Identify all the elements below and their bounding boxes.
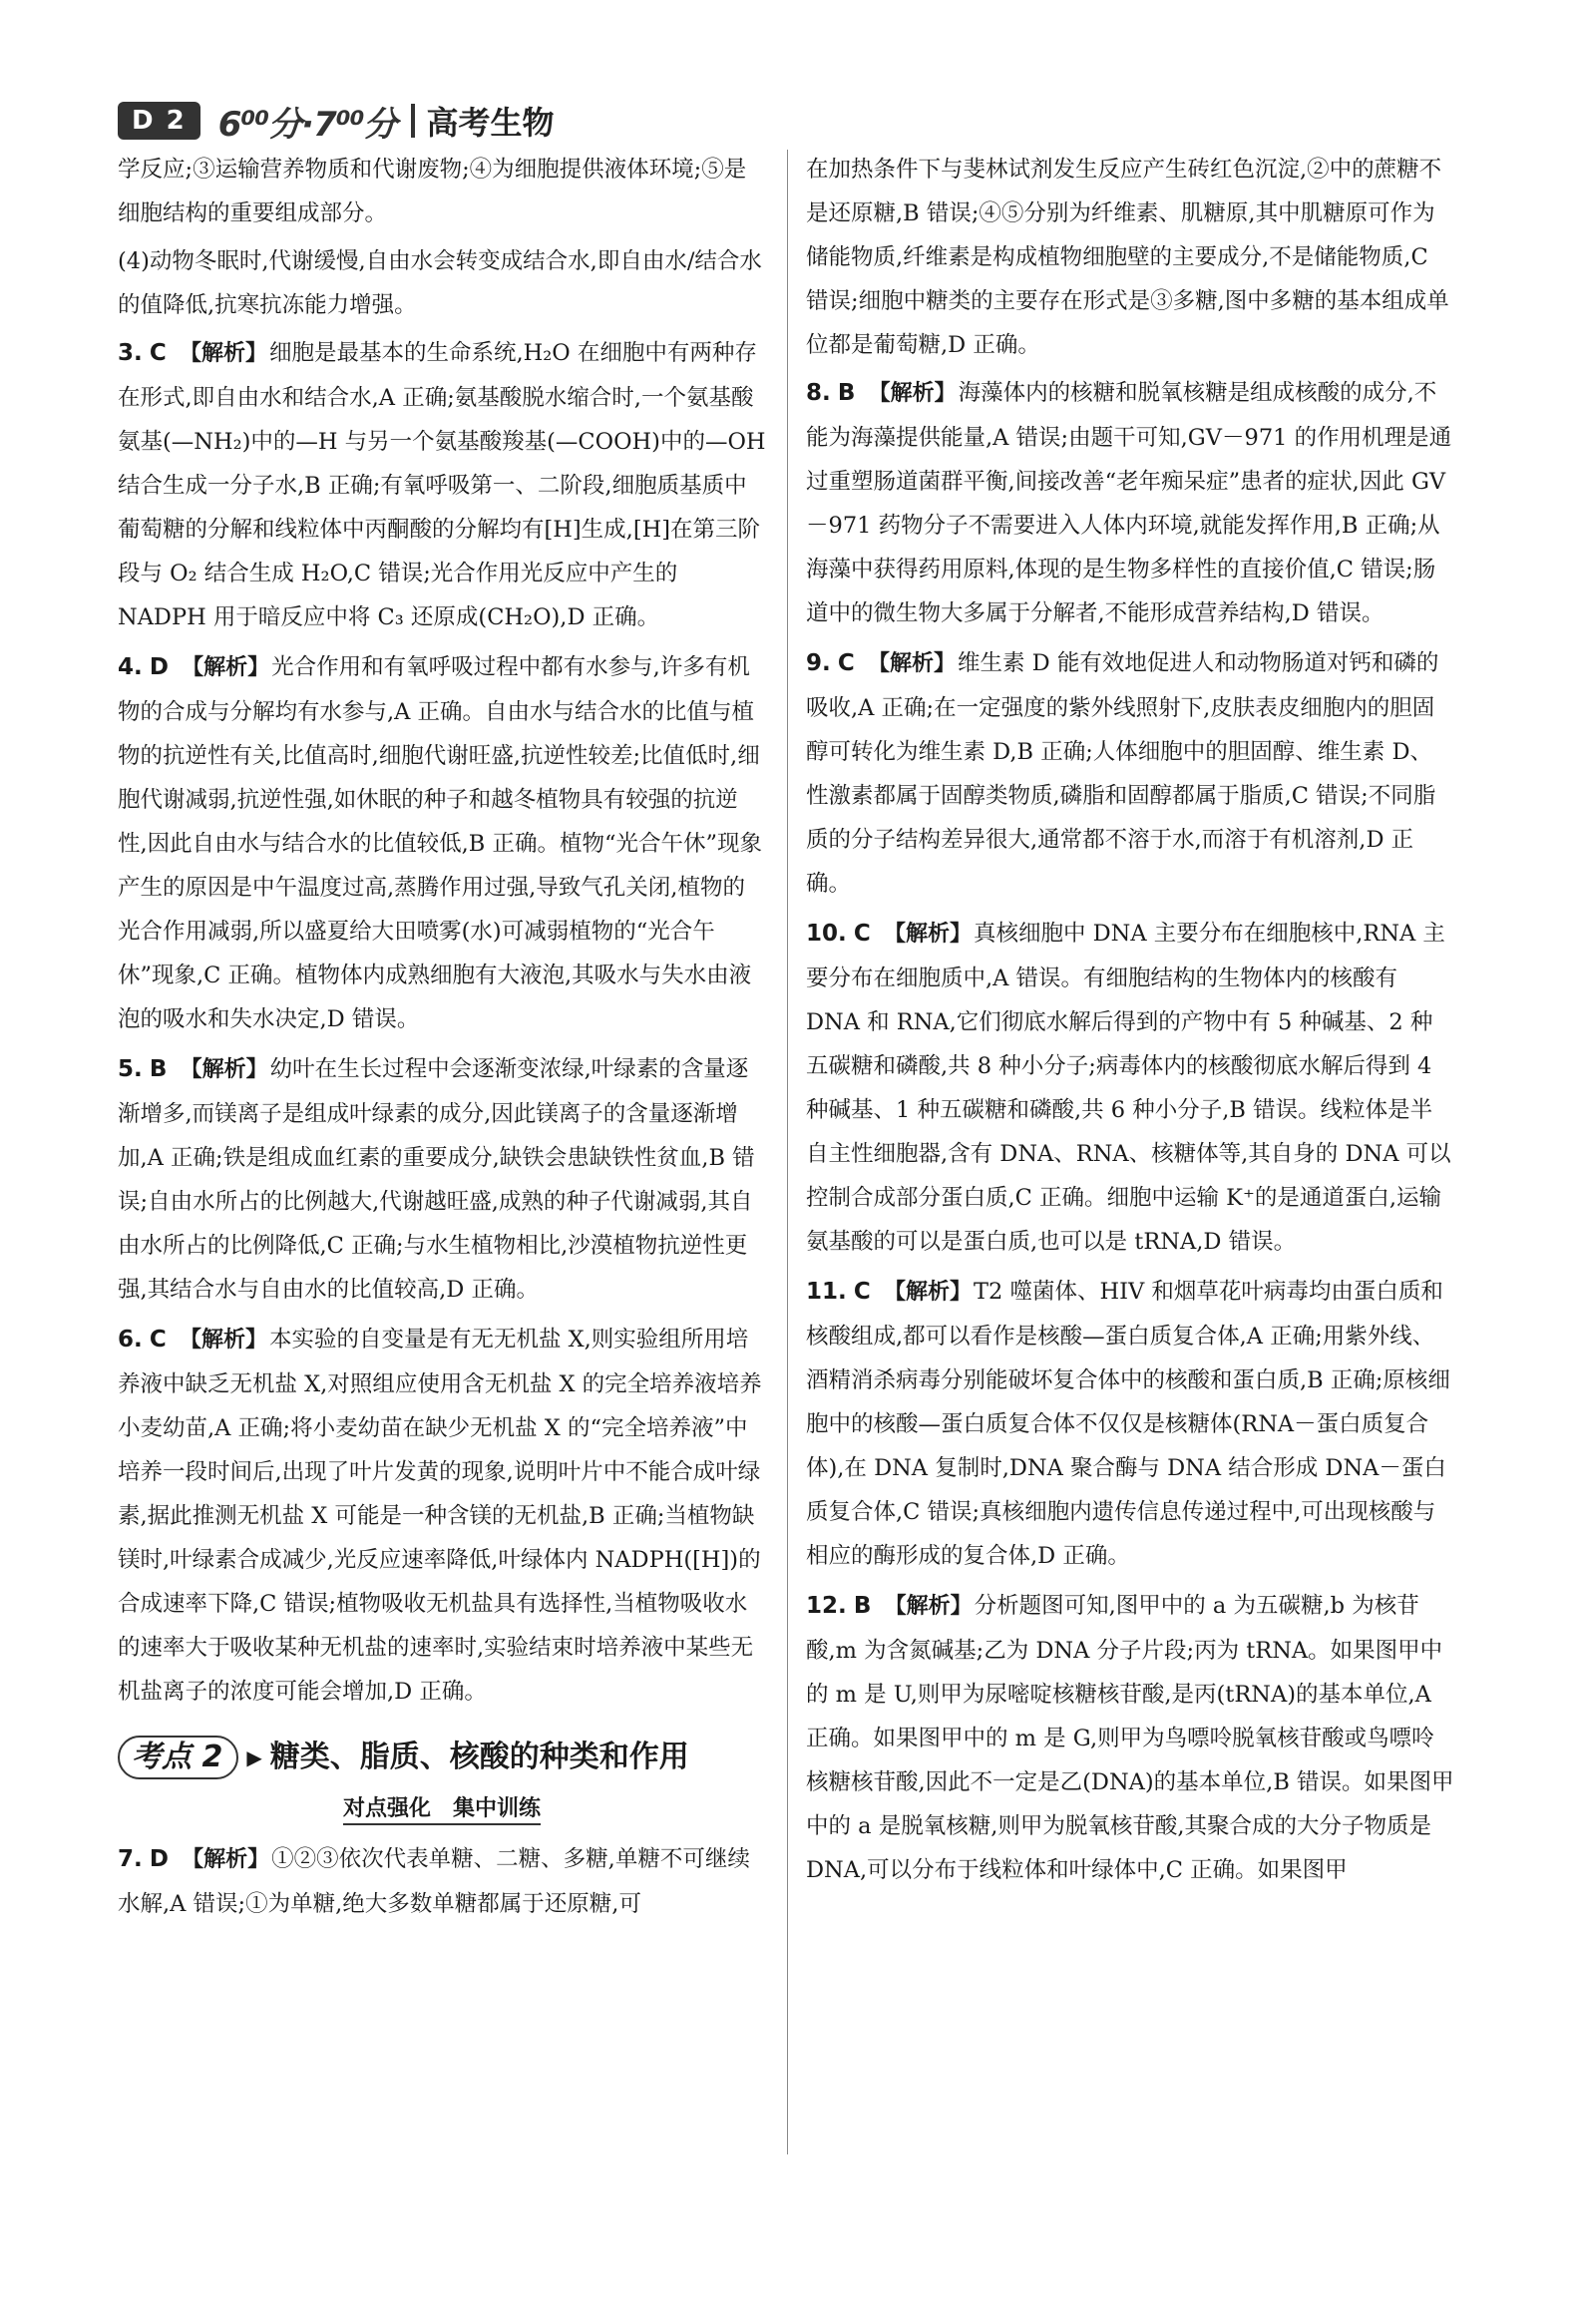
- page-badge: D 2: [118, 102, 200, 140]
- page-header: [118, 98, 816, 144]
- intro-paragraph-2: (4)动物冬眠时,代谢缓慢,自由水会转变成结合水,即自由水/结合水的值降低,抗寒抗冻能力增强。: [118, 248, 762, 318]
- series-logo: 6⁰⁰分·7⁰⁰分: [217, 104, 397, 145]
- answer-item-8: [806, 371, 1454, 635]
- item-text: 细胞是最基本的生命系统,H₂O 在细胞中有两种存在形式,即自由水和结合水,A 正确;氨基酸脱水缩合时,一个氨基酸氨基(—NH₂)中的—H 与另一个氨基酸羧基(—COOH)中的—OH 结合生成一分子水,B 正确;有氧呼吸第一、二阶段,细胞质基质中葡萄糖的分解和线粒体中丙酮酸的分解均有[H]生成,[H]在第三阶段与 O₂ 结合生成 H₂O,C 错误;光合作用光反应中产生的 NADPH 用于暗反应中将 C₃ 还原成(CH₂O),D 正确。: [118, 340, 766, 630]
- item-number: 12.: [806, 1593, 847, 1619]
- item-number: 7.: [118, 1846, 143, 1872]
- subheading: [118, 1787, 766, 1831]
- item-tag: 【解析】: [180, 1057, 268, 1082]
- intro-paragraph-1: 学反应;③运输营养物质和代谢废物;④为细胞提供液体环境;⑤是细胞结构的重要组成部分。: [118, 157, 747, 226]
- section-title: 糖类、脂质、核酸的种类和作用: [269, 1740, 689, 1774]
- answer-item-12: [806, 1584, 1454, 1892]
- item-answer: C: [149, 1327, 167, 1353]
- item-tag: 【解析】: [179, 1328, 267, 1353]
- answer-item-10: [806, 912, 1454, 1264]
- book-title: 高考生物: [426, 104, 555, 142]
- item-answer: D: [149, 1846, 169, 1872]
- item-number: 10.: [806, 921, 847, 947]
- item-tag: 【解析】: [867, 651, 956, 676]
- item-tag: 【解析】: [182, 1847, 270, 1872]
- item-number: 5.: [118, 1056, 143, 1082]
- item-text: 海藻体内的核糖和脱氧核糖是组成核酸的成分,不能为海藻提供能量,A 错误;由题干可知,GV－971 的作用机理是通过重塑肠道菌群平衡,间接改善“老年痴呆症”患者的症状,因此 GV－971 药物分子不需要进入人体内环境,就能发挥作用,B 正确;从海藻中获得药用原料,体现的是生物多样性的直接价值,C 错误;肠道中的微生物大多属于分解者,不能形成营养结构,D 错误。: [806, 380, 1452, 626]
- answer-item-5: [118, 1047, 766, 1312]
- item-number: 9.: [806, 650, 831, 676]
- column-divider: [787, 150, 788, 2154]
- item-text: 维生素 D 能有效地促进人和动物肠道对钙和磷的吸收,A 正确;在一定强度的紫外线照射下,皮肤表皮细胞内的胆固醇可转化为维生素 D,B 正确;人体细胞中的胆固醇、维生素 D、性激素都属于固醇类物质,磷脂和固醇都属于脂质,C 错误;不同脂质的分子结构差异很大,通常都不溶于水,而溶于有机溶剂,D 正确。: [806, 650, 1439, 897]
- header-divider: [411, 104, 415, 138]
- item-answer: C: [853, 1279, 871, 1305]
- item-number: 4.: [118, 654, 143, 680]
- item-text: 本实验的自变量是有无无机盐 X,则实验组所用培养液中缺乏无机盐 X,对照组应使用含无机盐 X 的完全培养液培养小麦幼苗,A 正确;将小麦幼苗在缺少无机盐 X 的“完全培养液”中培养一段时间后,出现了叶片发黄的现象,说明叶片中不能合成叶绿素,据此推测无机盐 X 可能是一种含镁的无机盐,B 正确;当植物缺镁时,叶绿素合成减少,光反应速率降低,叶绿体内 NADPH([H])的合成速率下降,C 错误;植物吸收无机盐具有选择性,当植物吸收水的速率大于吸收某种无机盐的速率时,实验结束时培养液中某些无机盐离子的浓度可能会增加,D 正确。: [118, 1327, 762, 1705]
- item-answer: D: [149, 654, 169, 680]
- item-text: 光合作用和有氧呼吸过程中都有水参与,许多有机物的合成与分解均有水参与,A 正确。自由水与结合水的比值与植物的抗逆性有关,比值高时,细胞代谢旺盛,抗逆性较差;比值低时,细胞代谢减弱,抗逆性强,如休眠的种子和越冬植物具有较强的抗逆性,因此自由水与结合水的比值较低,B 正确。植物“光合午休”现象产生的原因是中午温度过高,蒸腾作用过强,导致气孔关闭,植物的光合作用减弱,所以盛夏给大田喷雾(水)可减弱植物的“光合午休”现象,C 正确。植物体内成熟细胞有大液泡,其吸水与失水由液泡的吸水和失水决定,D 错误。: [118, 654, 762, 1032]
- subheading-text: 对点强化 集中训练: [343, 1796, 541, 1825]
- item-number: 8.: [806, 380, 831, 406]
- answer-item-11: [806, 1270, 1454, 1578]
- answer-item-3: [118, 331, 766, 639]
- item-number: 11.: [806, 1279, 847, 1305]
- item-text: 分析题图可知,图甲中的 a 为五碳糖,b 为核苷酸,m 为含氮碱基;乙为 DNA 分子片段;丙为 tRNA。如果图甲中的 m 是 U,则甲为尿嘧啶核糖核苷酸,是丙(tRNA)的基本单位,A 正确。如果图甲中的 m 是 G,则甲为鸟嘌呤脱氧核苷酸或鸟嘌呤核糖核苷酸,因此不一定是乙(DNA)的基本单位,B 错误。如果图甲中的 a 是脱氧核糖,则甲为脱氧核苷酸,其聚合成的大分子物质是 DNA,可以分布于线粒体和叶绿体中,C 正确。如果图甲: [806, 1593, 1454, 1883]
- item-answer: C: [149, 340, 167, 366]
- answer-item-9: [806, 641, 1454, 906]
- continued-paragraph: 在加热条件下与斐林试剂发生反应产生砖红色沉淀,②中的蔗糖不是还原糖,B 错误;④⑤分别为纤维素、肌糖原,其中肌糖原可作为储能物质,纤维素是构成植物细胞壁的主要成分,不是储能物质,C 错误;细胞中糖类的主要存在形式是③多糖,图中多糖的基本组成单位都是葡萄糖,D 正确。: [806, 157, 1449, 358]
- play-arrow-icon: ▶: [246, 1745, 262, 1769]
- section-label: 考点 2: [118, 1736, 238, 1779]
- answer-item-6: [118, 1318, 766, 1714]
- item-answer: B: [853, 1593, 872, 1619]
- left-column: [118, 148, 766, 1932]
- section-heading: [118, 1736, 766, 1779]
- answer-item-4: [118, 645, 766, 1041]
- item-text: T2 噬菌体、HIV 和烟草花叶病毒均由蛋白质和核酸组成,都可以看作是核酸—蛋白质复合体,A 正确;用紫外线、酒精消杀病毒分别能破坏复合体中的核酸和蛋白质,B 正确;原核细胞中的核酸—蛋白质复合体不仅仅是核糖体(RNA－蛋白质复合体),在 DNA 复制时,DNA 聚合酶与 DNA 结合形成 DNA－蛋白质复合体,C 错误;真核细胞内遗传信息传递过程中,可出现核酸与相应的酶形成的复合体,D 正确。: [806, 1279, 1450, 1569]
- item-answer: C: [837, 650, 855, 676]
- item-tag: 【解析】: [868, 381, 957, 406]
- item-answer: C: [853, 921, 871, 947]
- item-tag: 【解析】: [179, 341, 267, 366]
- answer-item-7: [118, 1837, 766, 1926]
- item-answer: B: [149, 1056, 168, 1082]
- item-number: 6.: [118, 1327, 143, 1353]
- item-tag: 【解析】: [182, 655, 270, 680]
- item-text: ①②③依次代表单糖、二糖、多糖,单糖不可继续水解,A 错误;①为单糖,绝大多数单糖都属于还原糖,可: [118, 1846, 750, 1917]
- item-tag: 【解析】: [883, 922, 972, 947]
- item-answer: B: [837, 380, 856, 406]
- item-text: 幼叶在生长过程中会逐渐变浓绿,叶绿素的含量逐渐增多,而镁离子是组成叶绿素的成分,因此镁离子的含量逐渐增加,A 正确;铁是组成血红素的重要成分,缺铁会患缺铁性贫血,B 错误;自由水所占的比例越大,代谢越旺盛,成熟的种子代谢减弱,其自由水所占的比例降低,C 正确;与水生植物相比,沙漠植物抗逆性更强,其结合水与自由水的比值较高,D 正确。: [118, 1056, 755, 1303]
- item-tag: 【解析】: [884, 1594, 973, 1619]
- item-text: 真核细胞中 DNA 主要分布在细胞核中,RNA 主要分布在细胞质中,A 错误。有细胞结构的生物体内的核酸有 DNA 和 RNA,它们彻底水解后得到的产物中有 5 种碱基、2 种五碳糖和磷酸,共 8 种小分子;病毒体内的核酸彻底水解后得到 4 种碱基、1 种五碳糖和磷酸,共 6 种小分子,B 错误。线粒体是半自主性细胞器,含有 DNA、RNA、核糖体等,其自身的 DNA 可以控制合成部分蛋白质,C 正确。细胞中运输 K⁺的是通道蛋白,运输氨基酸的可以是蛋白质,也可以是 tRNA,D 错误。: [806, 921, 1451, 1255]
- item-number: 3.: [118, 340, 143, 366]
- item-tag: 【解析】: [883, 1280, 972, 1305]
- right-column: [806, 148, 1454, 1898]
